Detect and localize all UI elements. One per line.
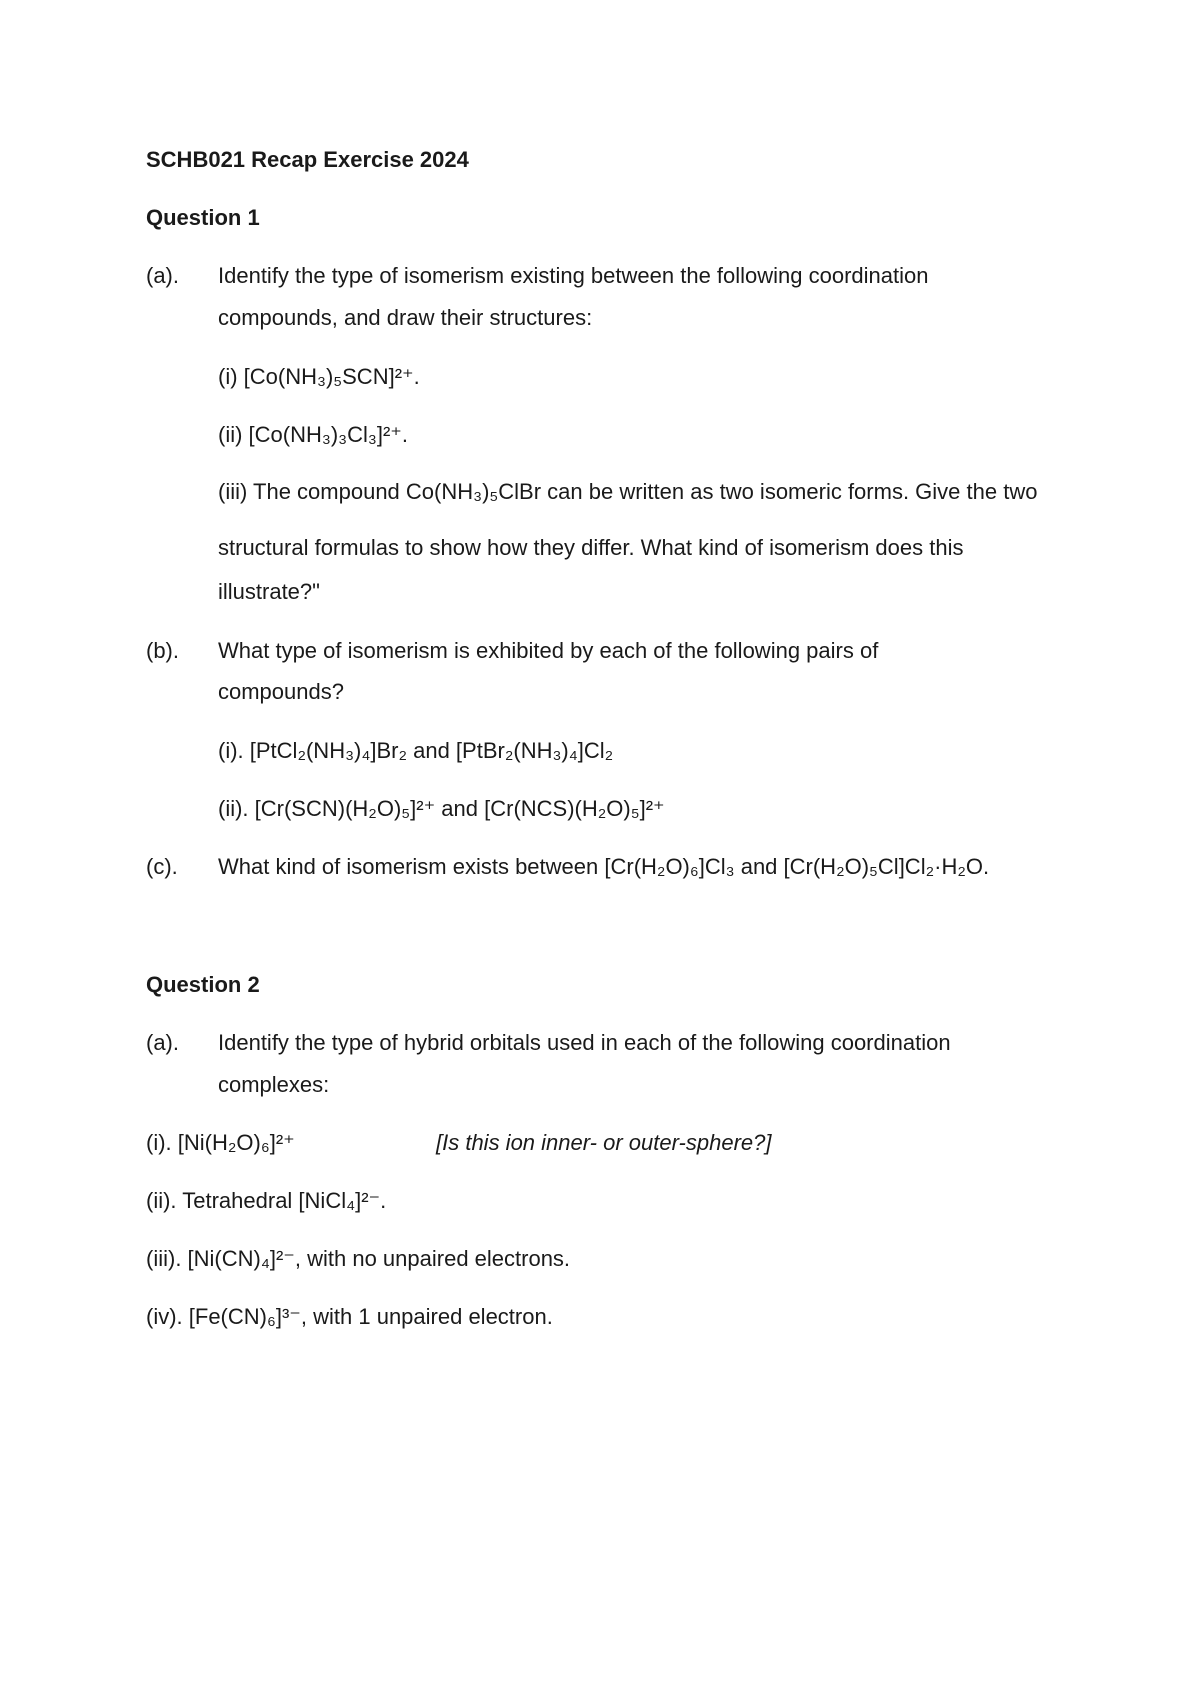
q1-a-item-ii: (ii) [Co(NH₃)₃Cl₃]²⁺. (218, 422, 409, 447)
q2-item-iv: (iv). [Fe(CN)₆]³⁻, with 1 unpaired electron. (146, 1304, 553, 1329)
q2-a-label: (a). (146, 1030, 179, 1055)
q1-b-item-i: (i). [PtCl₂(NH₃)₄]Br₂ and [PtBr₂(NH₃)₄]Cl₂ (218, 738, 614, 763)
q1-a-text-line2: compounds, and draw their structures: (218, 305, 593, 330)
q1-c-text: What kind of isomerism exists between [Cr(H₂O)₆]Cl₃ and [Cr(H₂O)₅Cl]Cl₂·H₂O. (218, 854, 990, 879)
q1-a-item-iii-line3: illustrate?" (218, 579, 320, 604)
question-2-heading: Question 2 (146, 972, 260, 997)
q2-a-text-line1: Identify the type of hybrid orbitals used in each of the following coordination (218, 1030, 951, 1055)
q1-b-label: (b). (146, 638, 179, 663)
document-title: SCHB021 Recap Exercise 2024 (146, 147, 469, 172)
q2-item-i-note: [Is this ion inner- or outer-sphere?] (436, 1130, 772, 1155)
q1-a-text-line1: Identify the type of isomerism existing between the following coordination (218, 263, 929, 288)
q2-item-iii: (iii). [Ni(CN)₄]²⁻, with no unpaired electrons. (146, 1246, 571, 1271)
q1-c-label: (c). (146, 854, 178, 879)
q1-a-item-iii-line2: structural formulas to show how they differ. What kind of isomerism does this (218, 535, 964, 560)
q1-b-item-ii: (ii). [Cr(SCN)(H₂O)₅]²⁺ and [Cr(NCS)(H₂O)₅]²⁺ (218, 796, 665, 821)
q2-item-ii: (ii). Tetrahedral [NiCl₄]²⁻. (146, 1188, 387, 1213)
q2-item-i: (i). [Ni(H₂O)₆]²⁺ (146, 1130, 295, 1155)
question-1-heading: Question 1 (146, 205, 260, 230)
q1-b-text-line1: What type of isomerism is exhibited by each of the following pairs of (218, 638, 879, 663)
q1-a-item-iii-line1: (iii) The compound Co(NH₃)₅ClBr can be written as two isomeric forms. Give the two (218, 479, 1038, 504)
q1-a-item-i: (i) [Co(NH₃)₅SCN]²⁺. (218, 364, 420, 389)
q1-b-text-line2: compounds? (218, 679, 344, 704)
q1-a-label: (a). (146, 263, 179, 288)
q2-a-text-line2: complexes: (218, 1072, 330, 1097)
